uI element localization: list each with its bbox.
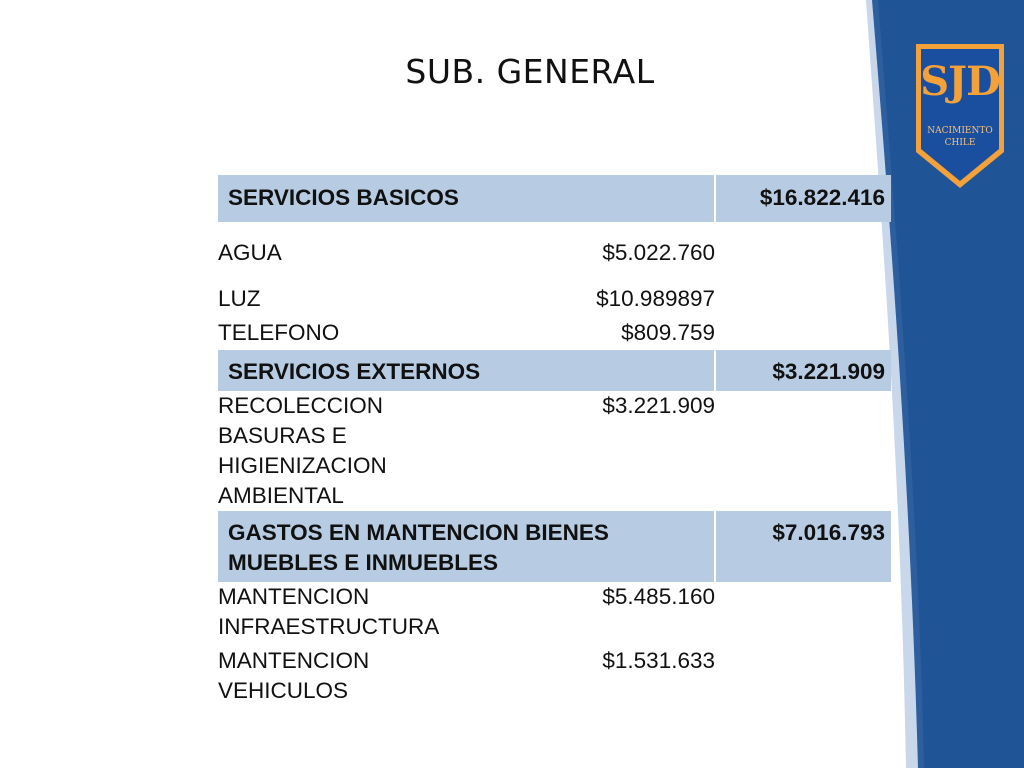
item-label: TELEFONO [218, 320, 340, 345]
item-label-line: AMBIENTAL [218, 483, 344, 508]
item-label: LUZ [218, 286, 261, 311]
table-row [218, 391, 891, 511]
item-label-line: MANTENCION [218, 648, 370, 673]
table-row [218, 642, 891, 708]
section-label-line: GASTOS EN MANTENCION BIENES [228, 520, 609, 545]
section-total: $7.016.793 [715, 511, 891, 582]
item-label [218, 642, 563, 708]
logo-initials: SJD [920, 58, 1000, 105]
page-title: SUB. GENERAL [405, 52, 655, 91]
item-label-line: INFRAESTRUCTURA [218, 614, 440, 639]
section-header-row [218, 511, 891, 582]
item-label [218, 391, 563, 511]
item-amount: $809.759 [621, 320, 716, 345]
section-label: SERVICIOS EXTERNOS [218, 350, 715, 391]
table-row [218, 582, 891, 642]
item-label-line: MANTENCION [218, 584, 370, 609]
section-total: $3.221.909 [715, 350, 891, 391]
item-label: AGUA [218, 240, 282, 265]
item-label-line: VEHICULOS [218, 678, 349, 703]
item-amount: $10.989897 [596, 286, 716, 311]
section-label [218, 511, 715, 582]
item-label-line: BASURAS E [218, 423, 347, 448]
section-label: SERVICIOS BASICOS [218, 175, 715, 222]
item-amount: $5.022.760 [602, 240, 716, 265]
section-total: $16.822.416 [715, 175, 891, 222]
section-header-row [218, 175, 891, 222]
item-label [218, 582, 563, 642]
section-label-line: MUEBLES E INMUEBLES [228, 550, 499, 575]
logo-line-1: NACIMIENTO [927, 126, 993, 136]
item-label-line: RECOLECCION [218, 393, 384, 418]
table-row [218, 314, 891, 350]
item-amount: $5.485.160 [602, 584, 716, 609]
table-row [218, 268, 891, 314]
budget-table [218, 175, 891, 708]
logo-line-2: CHILE [944, 138, 976, 148]
item-amount: $3.221.909 [602, 393, 716, 418]
item-label-line: HIGIENIZACION [218, 453, 387, 478]
table-row [218, 222, 891, 268]
section-header-row [218, 350, 891, 391]
item-amount: $1.531.633 [602, 648, 716, 673]
